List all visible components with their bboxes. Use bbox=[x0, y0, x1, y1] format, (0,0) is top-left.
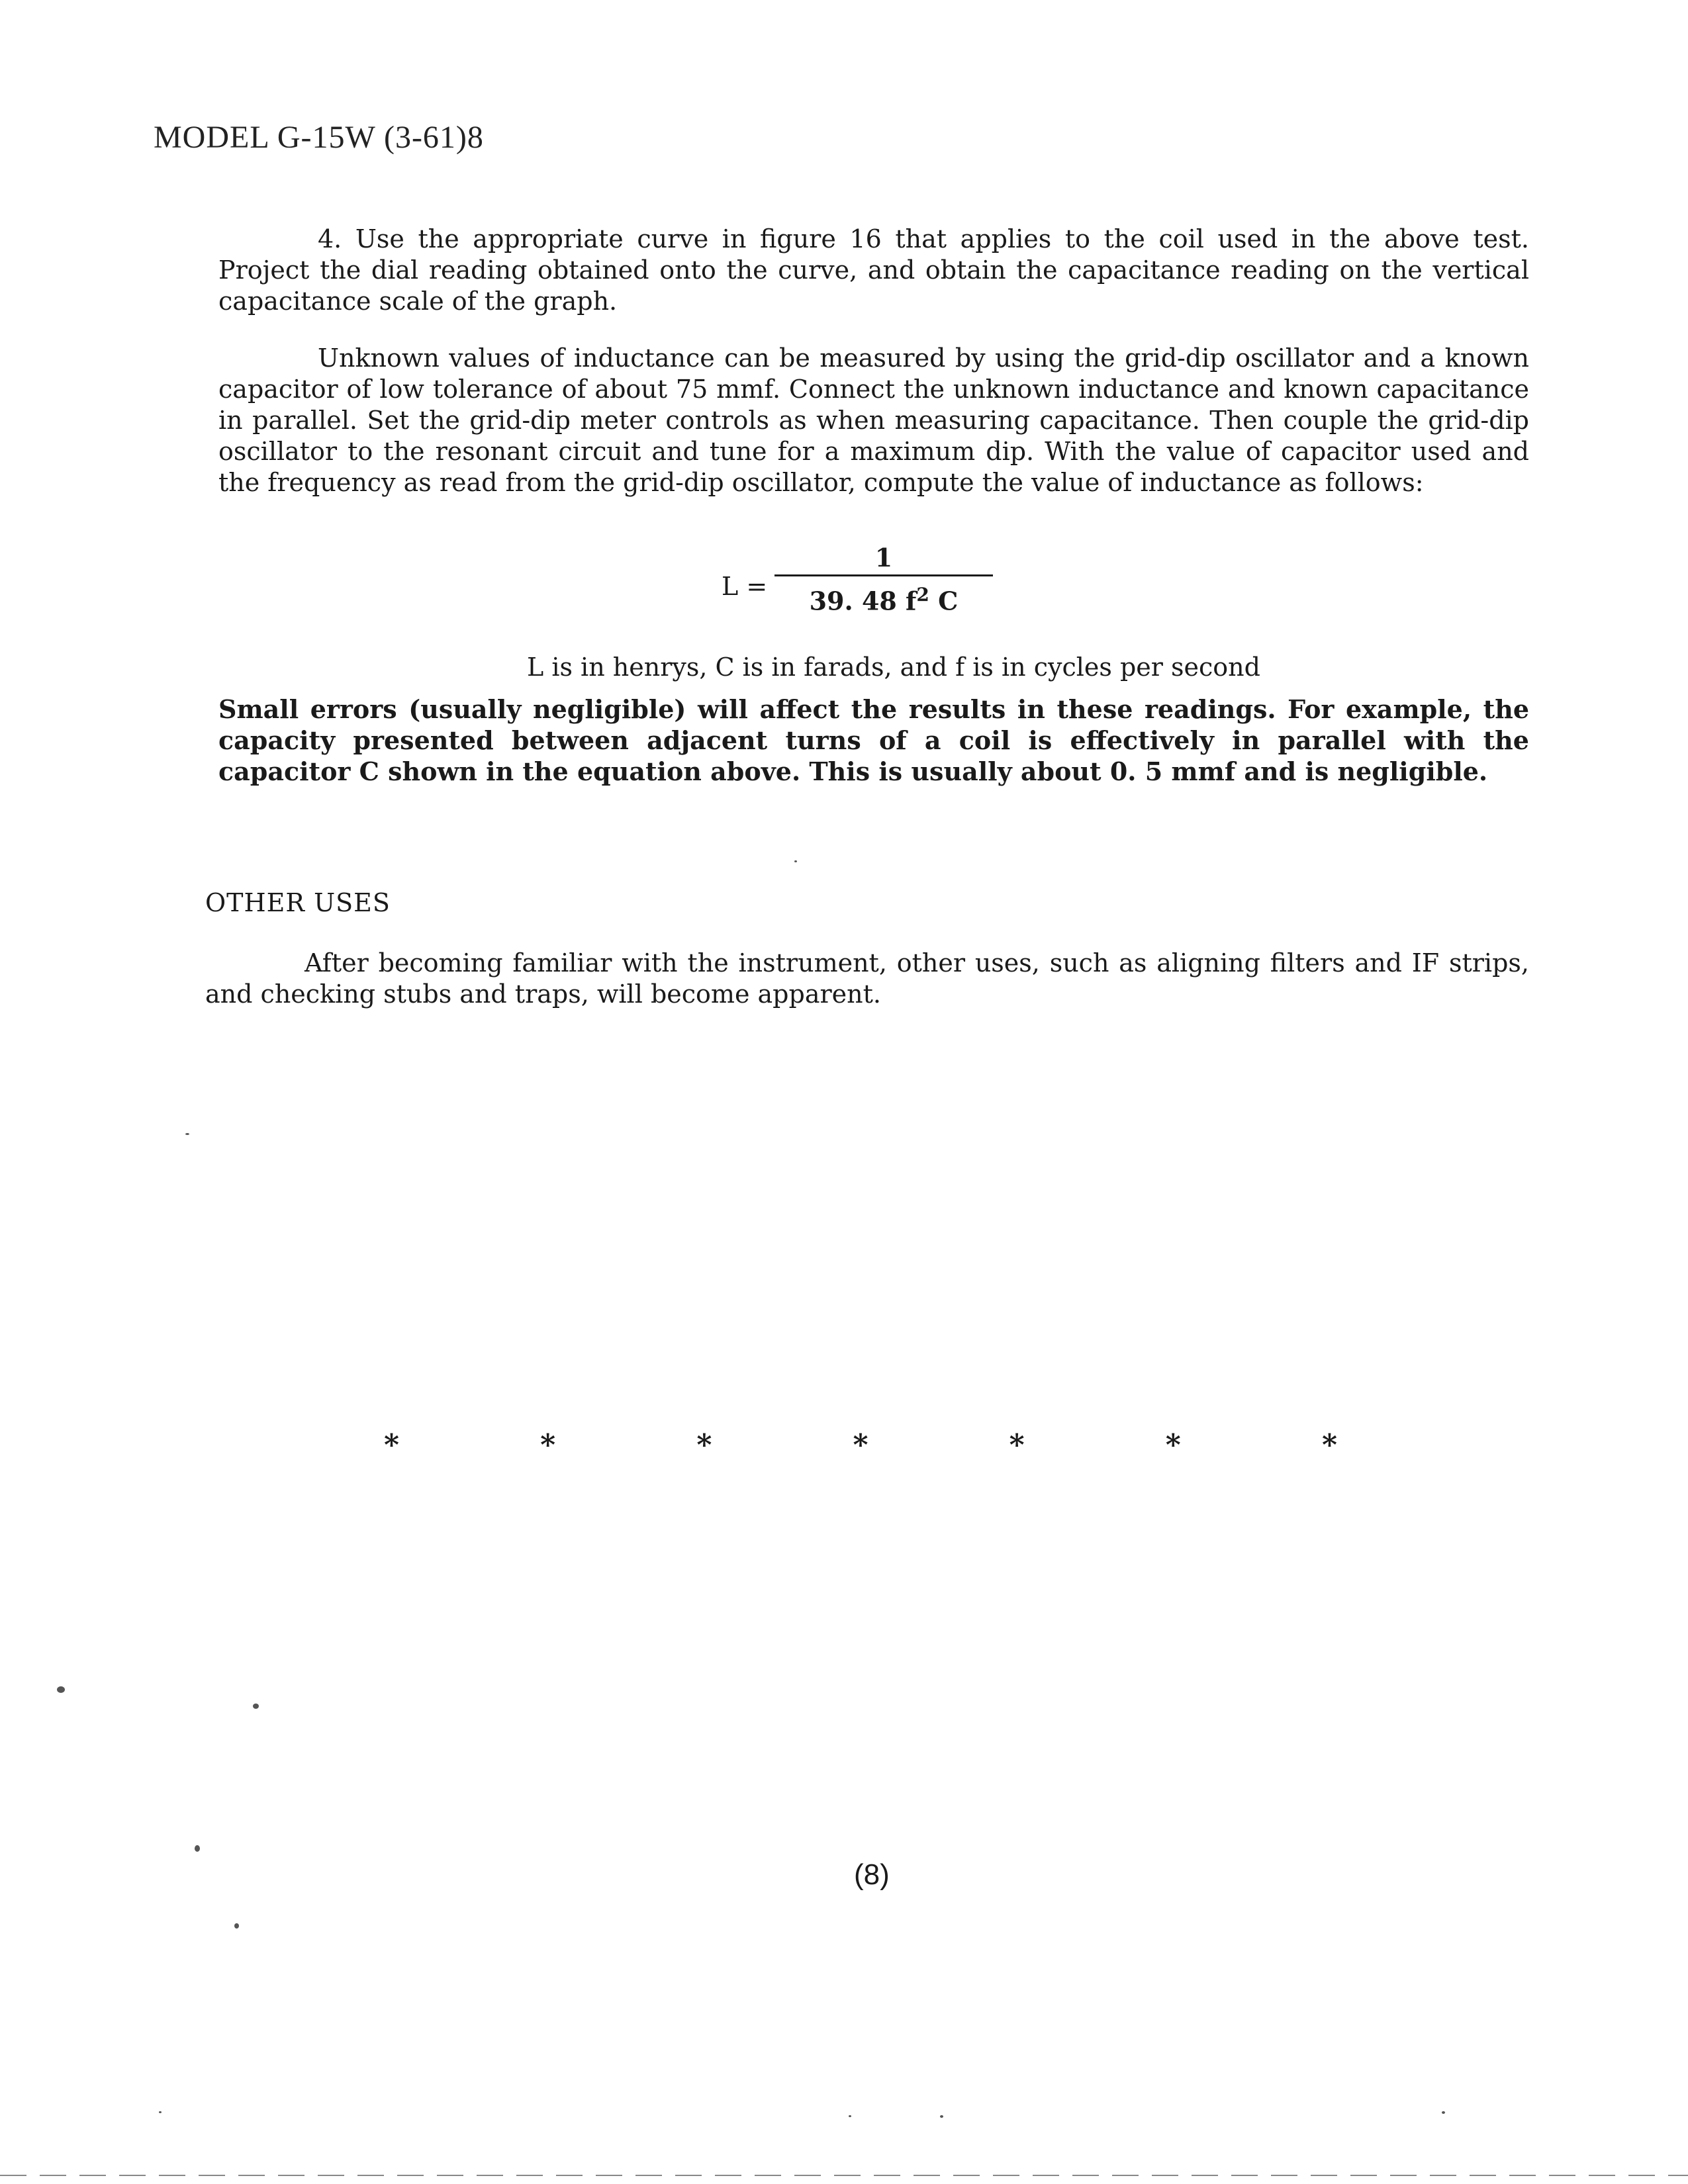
fraction-bar bbox=[774, 574, 993, 576]
scan-speck bbox=[195, 1845, 200, 1852]
formula-numerator: 1 bbox=[874, 543, 893, 572]
denominator-tail: C bbox=[929, 586, 959, 616]
scan-speck bbox=[794, 860, 797, 862]
scan-speck bbox=[940, 2115, 943, 2118]
divider-star: * bbox=[853, 1428, 868, 1462]
scan-speck bbox=[185, 1133, 189, 1135]
denominator-exponent: 2 bbox=[916, 584, 929, 606]
scan-speck bbox=[253, 1704, 259, 1709]
scan-speck bbox=[57, 1686, 65, 1693]
errors-paragraph: Small errors (usually negligible) will affect the results in these readings. For example, the capacity presented between adjacent turns of a coil is effectively in parallel with the capacitor C shown in the equation above. This is usually about 0. 5 mmf and is negligible. bbox=[218, 694, 1529, 786]
model-header: MODEL G-15W (3-61)8 bbox=[154, 120, 484, 155]
divider-star: * bbox=[1009, 1428, 1025, 1462]
inductance-formula bbox=[722, 543, 959, 629]
step-4-paragraph: 4. Use the appropriate curve in figure 16 that applies to the coil used in the above test. Project the dial reading obtained onto the curve, and obtain the capacitance reading on the vertical capacitance scale of the graph. bbox=[218, 224, 1529, 316]
denominator-base: 39. 48 f bbox=[809, 586, 917, 616]
formula-lhs: L = bbox=[722, 572, 768, 601]
divider-star: * bbox=[1165, 1428, 1181, 1462]
page-number: (8) bbox=[854, 1858, 890, 1891]
scan-speck bbox=[849, 2115, 851, 2117]
divider-star: * bbox=[384, 1428, 400, 1462]
divider-star: * bbox=[696, 1428, 712, 1462]
scan-speck bbox=[1442, 2111, 1445, 2114]
other-uses-paragraph: After becoming familiar with the instrument, other uses, such as aligning filters and IF strips, and checking stubs and traps, will become apparent. bbox=[205, 948, 1529, 1009]
divider-star: * bbox=[1321, 1428, 1337, 1462]
scan-speck bbox=[234, 1923, 239, 1929]
units-line: L is in henrys, C is in farads, and f is in cycles per second bbox=[527, 653, 1260, 682]
divider-star: * bbox=[540, 1428, 556, 1462]
scan-edge-rule bbox=[0, 2175, 1688, 2176]
inductance-paragraph: Unknown values of inductance can be measured by using the grid-dip oscillator and a known capacitor of low tolerance of about 75 mmf. Connect the unknown inductance and known capacitance in parallel. Set the grid-dip meter controls as when measuring capacitance. Then couple the grid-dip oscillator to the resonant circuit and tune for a maximum dip. With the value of capacitor used and the frequency as read from the grid-dip oscillator, compute the value of inductance as follows: bbox=[218, 343, 1529, 497]
other-uses-heading: OTHER USES bbox=[205, 888, 391, 917]
formula-denominator bbox=[774, 584, 993, 616]
section-divider-stars bbox=[384, 1428, 1337, 1462]
scan-speck bbox=[159, 2111, 162, 2113]
